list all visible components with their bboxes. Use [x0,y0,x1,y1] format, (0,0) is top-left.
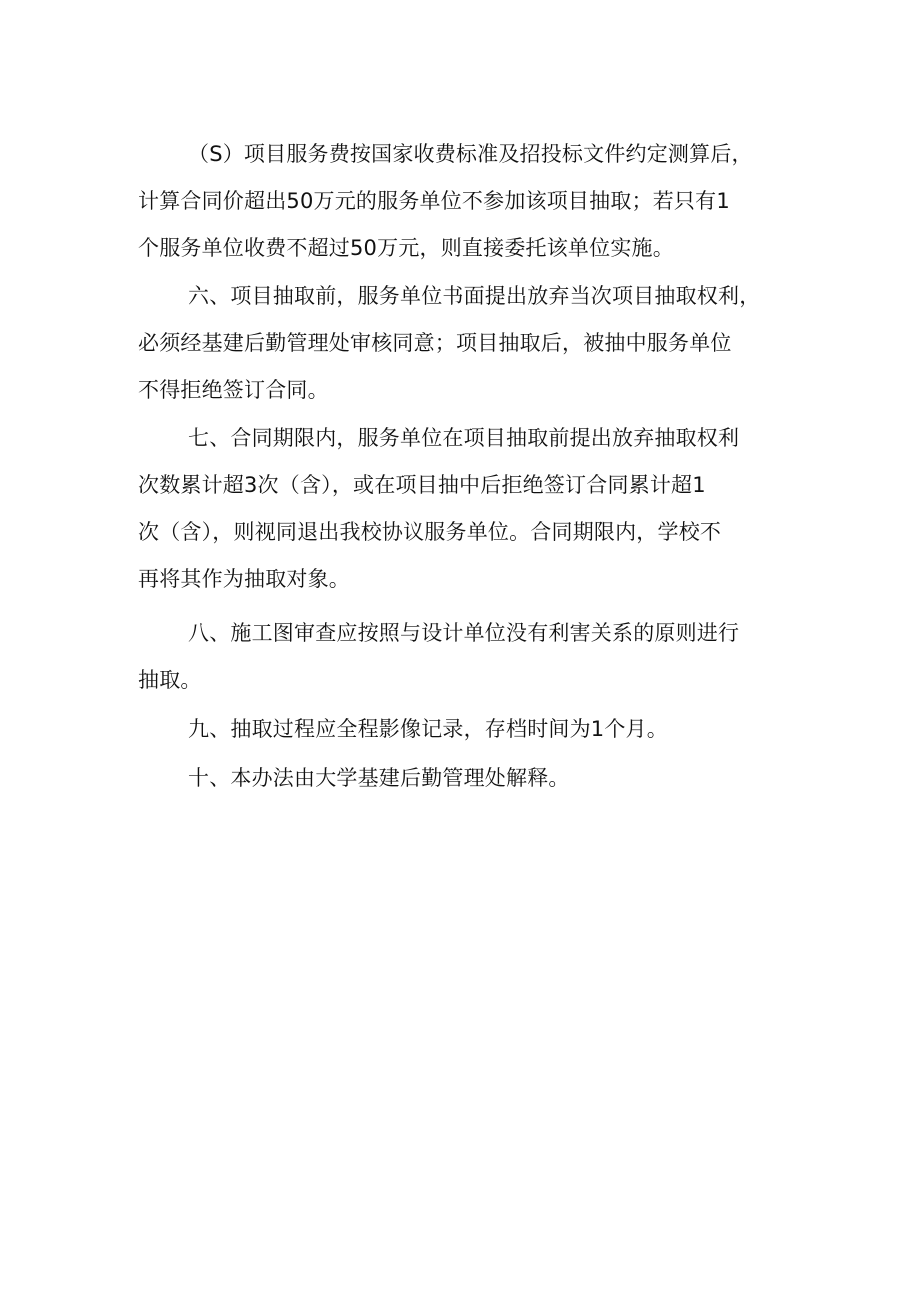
paragraph-line: （S）项目服务费按国家收费标准及招投标文件约定测算后， [188,142,753,166]
paragraph-item-8 [138,610,798,704]
paragraph-line: 再将其作为抽取对象。 [138,567,350,591]
paragraph-item-10 [138,755,798,802]
paragraph-item-7 [138,415,798,603]
paragraph-line: 九、抽取过程应全程影像记录，存档时间为1个月。 [188,717,668,741]
paragraph-line: 抽取。 [138,668,202,692]
paragraph-line: 不得拒绝签订合同。 [138,378,329,402]
paragraph-line: 八、施工图审查应按照与设计单位没有利害关系的原则进行 [188,621,740,645]
paragraph-item-6 [138,273,798,414]
paragraph-line: 次（含），则视同退出我校协议服务单位。合同期限内，学校不 [138,520,722,544]
paragraph-line: 七、合同期限内，服务单位在项目抽取前提出放弃抽取权利 [188,426,740,450]
paragraph-item-5 [138,131,798,272]
paragraph-line: 个服务单位收费不超过50万元，则直接委托该单位实施。 [138,236,674,260]
paragraph-line: 次数累计超3次（含），或在项目抽中后拒绝签订合同累计超1 [138,473,706,497]
paragraph-line: 十、本办法由大学基建后勤管理处解释。 [188,766,570,790]
paragraph-line: 六、项目抽取前，服务单位书面提出放弃当次项目抽取权利， [188,284,761,308]
paragraph-line: 计算合同价超出50万元的服务单位不参加该项目抽取；若只有1 [138,189,730,213]
paragraph-line: 必须经基建后勤管理处审核同意；项目抽取后，被抽中服务单位 [138,331,732,355]
paragraph-item-9 [138,706,798,753]
